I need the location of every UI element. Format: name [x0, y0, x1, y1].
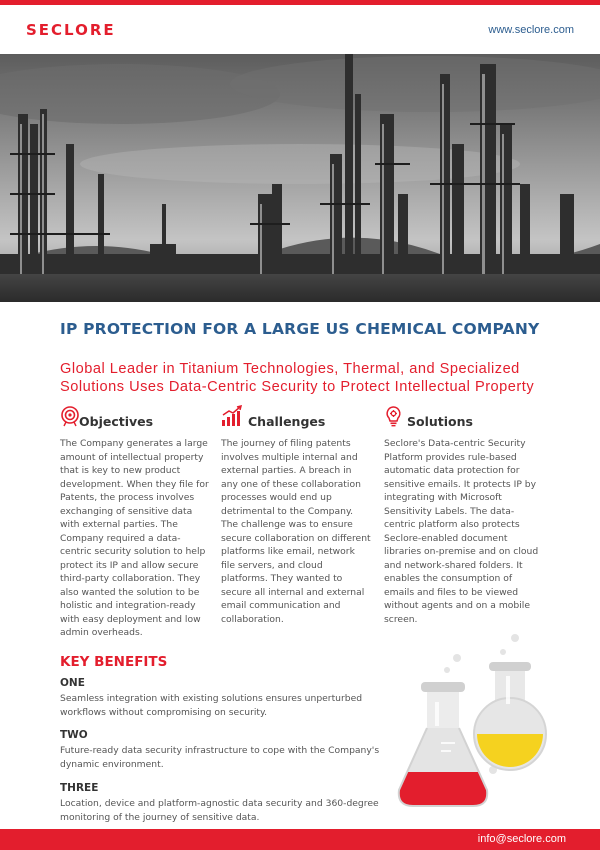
challenges-column [221, 405, 371, 626]
header [0, 5, 600, 54]
objectives-heading: Objectives [79, 414, 154, 429]
benefit-three-heading: THREE [60, 782, 99, 794]
solutions-column [384, 405, 544, 626]
website-link[interactable]: www.seclore.com [488, 24, 574, 36]
footer-bar [0, 829, 600, 850]
solutions-header [384, 405, 544, 437]
benefit-three-text: Location, device and platform-agnostic data security and 360-degree monitoring of the journey of sensitive data. [60, 798, 379, 823]
solutions-heading: Solutions [407, 414, 473, 429]
benefit-one-heading: ONE [60, 677, 85, 689]
bar-chart-icon [221, 405, 243, 427]
benefit-one-text: Seamless integration with existing solutions ensures unperturbed workflows without compromising on security. [60, 693, 363, 718]
page-title: IP PROTECTION FOR A LARGE US CHEMICAL COMPANY [60, 320, 540, 338]
refinery-photo [0, 54, 600, 302]
benefit-two-heading: TWO [60, 729, 88, 741]
lab-flasks-illustration [395, 630, 575, 820]
benefit-two-text: Future-ready data security infrastructure to cope with the Company's dynamic environment. [60, 745, 380, 770]
page-subtitle: Global Leader in Titanium Technologies, Thermal, and Specialized Solutions Uses Data-Centric Security to Protect Intellectual Property [60, 361, 535, 395]
contact-email-link[interactable]: info@seclore.com [477, 833, 566, 845]
lightbulb-gear-icon [384, 405, 406, 427]
key-benefits-title: KEY BENEFITS [60, 654, 168, 670]
seclore-logo: SECLORE [26, 21, 116, 39]
hero-refinery-image [0, 54, 600, 302]
objectives-header [60, 405, 210, 437]
solutions-text: Seclore's Data-centric Security Platform provides rule-based automatic data protection for sensitive emails. It protects IP by integrating with Microsoft Sensitivity Labels. The data-centric platform also protects Seclore-enabled document libraries on-premise and on cloud and network-shared folders. It enables the consumption of emails and files to be viewed without agents and on a mobile screen. [384, 438, 539, 625]
objectives-column [60, 405, 210, 640]
objectives-text: The Company generates a large amount of intellectual property that is key to new product development. When they file for Patents, the process involves exchanging of sensitive data with external parties. The Company required a data-centric security solution to help protect its IP and allow secure third-party collaboration. They also wanted the solution to be holistic and integration-ready with easy deployment and low admin overheads. [60, 438, 209, 638]
challenges-heading: Challenges [248, 414, 326, 429]
challenges-text: The journey of filing patents involves multiple internal and external parties. A breach in any one of these collaboration processes would end up detrimental to the Company. The challenge was to ensure secure collaboration on different platforms like email, network file servers, and cloud platforms. They wanted to secure all internal and external email communication and collaboration. [221, 438, 371, 625]
challenges-header [221, 405, 371, 437]
